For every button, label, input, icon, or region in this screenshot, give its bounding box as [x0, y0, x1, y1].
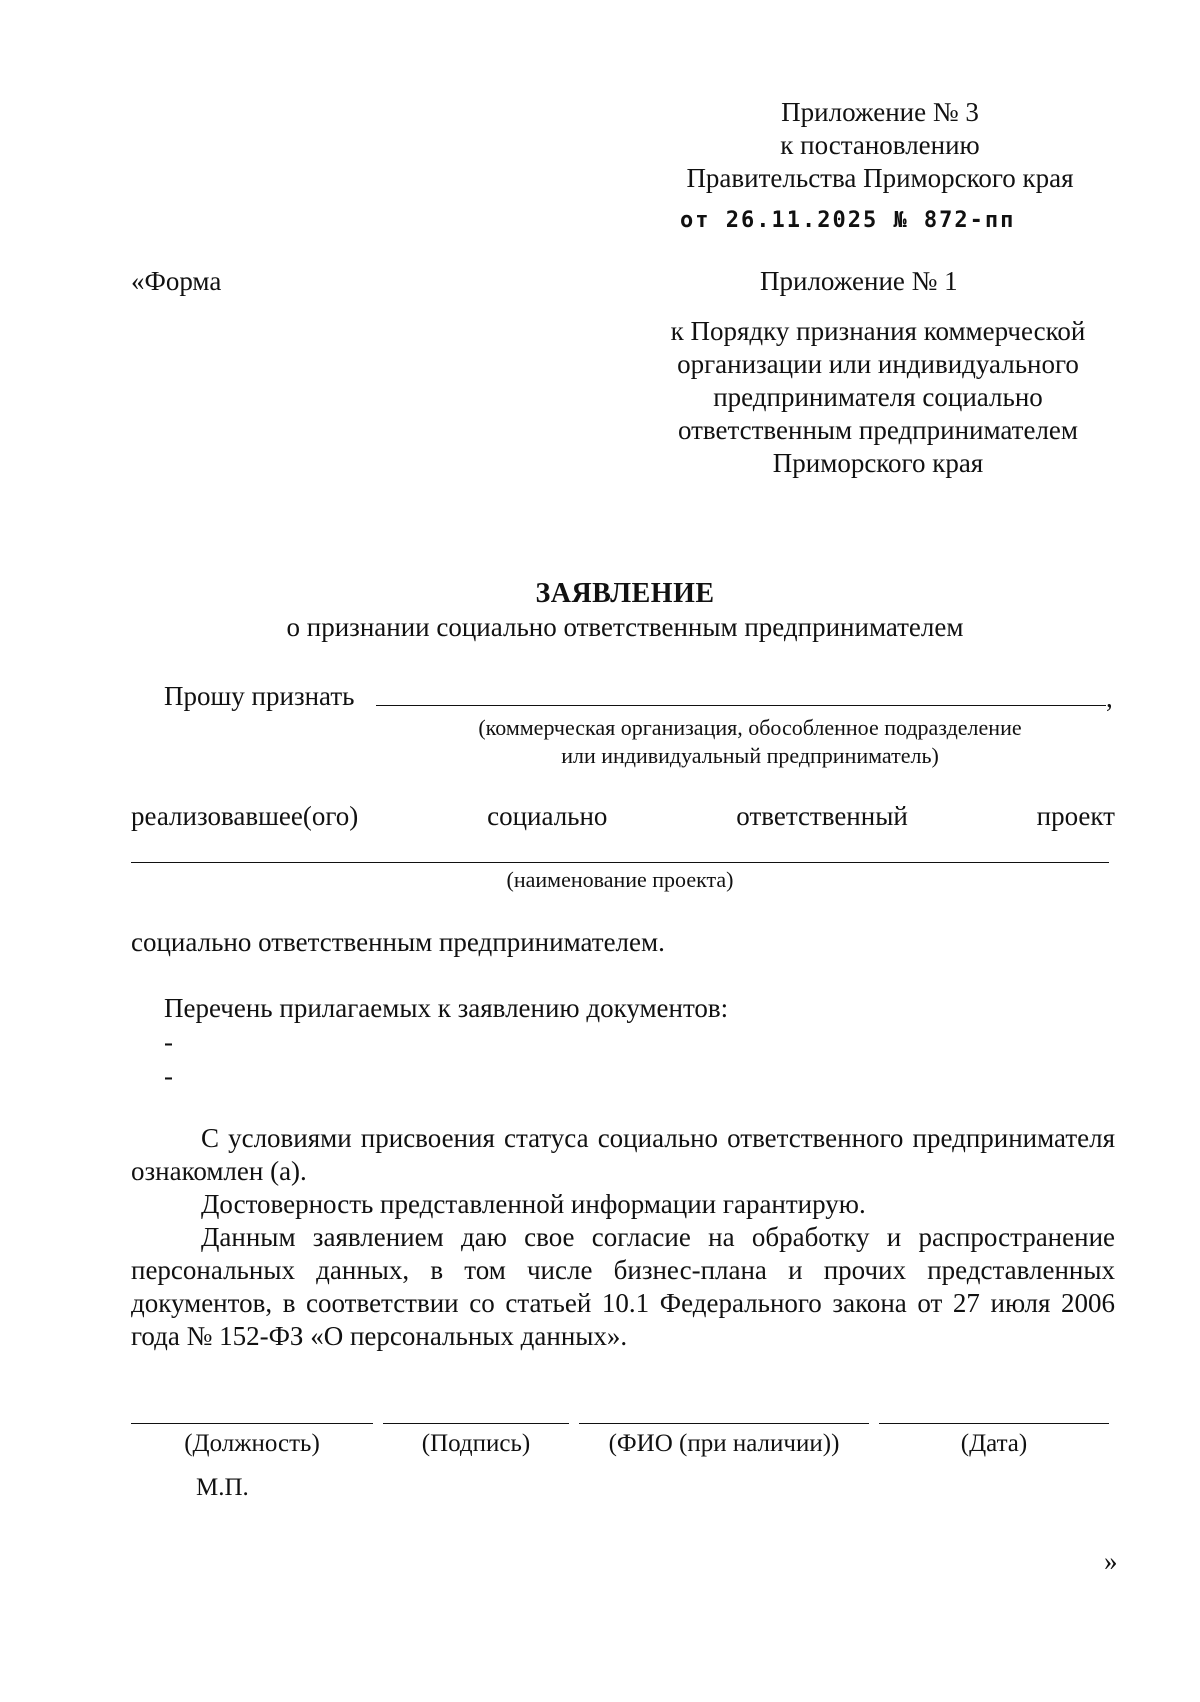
full-name-fill-line[interactable]	[579, 1423, 869, 1424]
organization-hint	[360, 714, 1140, 770]
documents-list-label: Перечень прилагаемых к заявлению документов:	[164, 993, 729, 1023]
appendix3-line: Правительства Приморского края	[686, 163, 1074, 193]
position-label: (Должность)	[184, 1430, 320, 1457]
appendix1-reference	[638, 315, 1118, 480]
document-subtitle: о признании социально ответственным предпринимателем	[286, 612, 964, 642]
intro-word: ответственный	[736, 801, 908, 831]
appendix1-line: ответственным предпринимателем	[677, 415, 1078, 445]
appendix1-line: к Порядку признания коммерческой	[670, 316, 1086, 346]
form-label: «Форма	[131, 266, 222, 296]
full-name-label: (ФИО (при наличии))	[608, 1430, 840, 1457]
appendix3-line: Приложение № 3	[781, 97, 979, 127]
closing-quote: »	[1104, 1546, 1118, 1576]
appendix1-line: предпринимателя социально	[713, 382, 1043, 412]
documents-list-item: -	[164, 1061, 173, 1091]
hint-line: или индивидуальный предприниматель)	[561, 743, 939, 768]
date-fill-line[interactable]	[879, 1423, 1109, 1424]
seal-placeholder: М.П.	[196, 1474, 249, 1501]
personal-data-consent-paragraph: Данным заявлением даю свое согласие на обработку и распространение персональных данных, в том числе бизнес-плана и прочих представленных документов, в соответствии со статьей 10.1 Федерального закона от 27 июля 2006 года № 152-ФЗ «О персональных данных».	[131, 1222, 1115, 1351]
comma: ,	[1106, 683, 1113, 713]
date-label: (Дата)	[960, 1430, 1028, 1457]
intro-word: проект	[1036, 801, 1115, 831]
signature-label: (Подпись)	[421, 1430, 531, 1457]
documents-list-item: -	[164, 1027, 173, 1057]
document-title: ЗАЯВЛЕНИЕ	[535, 578, 715, 609]
hint-line: (коммерческая организация, обособленное подразделение	[478, 715, 1022, 740]
appendix1-title: Приложение № 1	[760, 266, 958, 296]
appendix3-line: к постановлению	[780, 130, 980, 160]
project-name-hint: (наименование проекта)	[506, 867, 734, 892]
appendix1-line: Приморского края	[772, 448, 984, 478]
conditions-paragraph: С условиями присвоения статуса социально ответственного предпринимателя ознакомлен (а).	[131, 1123, 1115, 1186]
signature-fill-line[interactable]	[383, 1423, 569, 1424]
intro-word: реализовавшее(ого)	[131, 801, 359, 831]
project-intro-line	[131, 800, 1115, 833]
accuracy-paragraph: Достоверность представленной информации гарантирую.	[201, 1189, 866, 1219]
request-tail: социально ответственным предпринимателем.	[131, 927, 665, 957]
appendix1-line: организации или индивидуального	[677, 349, 1079, 379]
consent-paragraphs	[131, 1122, 1115, 1353]
appendix3-header	[660, 96, 1100, 195]
organization-fill-line[interactable]	[376, 705, 1106, 706]
position-fill-line[interactable]	[131, 1423, 373, 1424]
request-label: Прошу признать	[164, 681, 355, 711]
project-name-fill-line[interactable]	[131, 862, 1109, 863]
resolution-stamp: от 26.11.2025 № 872-пп	[680, 208, 1016, 233]
intro-word: социально	[487, 801, 608, 831]
